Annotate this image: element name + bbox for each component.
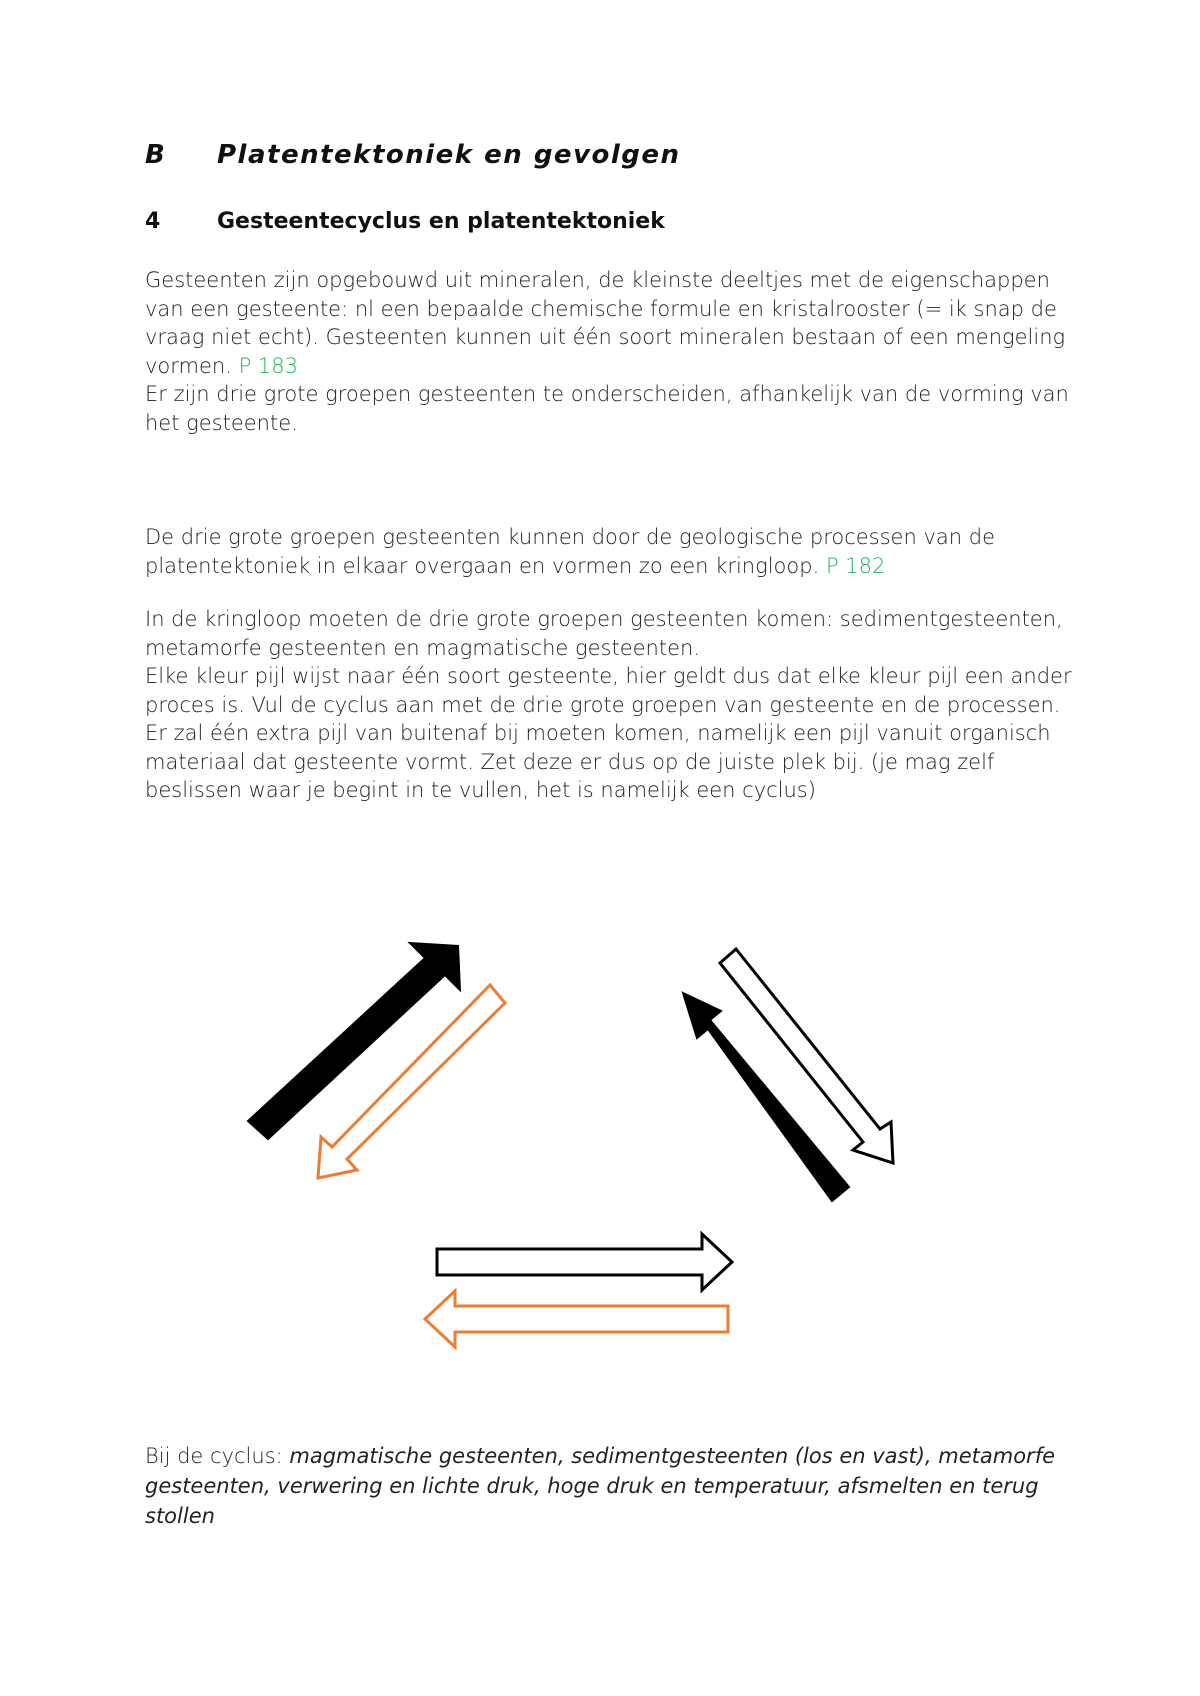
text-line: gesteenten, verwering en lichte druk, hoge druk en temperatuur, afsmelten en terug: [145, 1474, 1039, 1498]
text-line: van een gesteente: nl een bepaalde chemische formule en kristalrooster (= ik snap de: [145, 296, 1057, 321]
black-arrow-shape: [683, 993, 849, 1201]
black-arrow-shape: [248, 943, 460, 1139]
text-line: Er zijn drie grote groepen gesteenten te onderscheiden, afhankelijk van de vorming van: [145, 382, 1069, 406]
cycle-paragraph: [145, 523, 1075, 580]
text-line: stollen: [145, 1504, 215, 1528]
section-heading: [145, 140, 681, 170]
section-title: Platentektoniek en gevolgen: [217, 140, 681, 170]
subsection-heading: [145, 209, 665, 234]
white-arrow-shape: [720, 949, 893, 1163]
text-line: het gesteente.: [145, 410, 298, 435]
black-arrow-up-left: [683, 993, 849, 1201]
text-fragment: platentektoniek in elkaar overgaan en vormen zo een kringloop.: [145, 553, 820, 578]
subsection-title: Gesteentecyclus en platentektoniek: [217, 209, 665, 234]
text-line: Gesteenten zijn opgebouwd uit mineralen, de kleinste deeltjes met de eigenschappen: [145, 268, 1050, 292]
orange-arrow-down-left: [318, 985, 505, 1178]
page-reference: P 182: [825, 553, 886, 578]
keywords-prefix: Bij de cyclus:: [145, 1444, 290, 1468]
orange-arrow-shape: [425, 1291, 728, 1347]
page-reference: P 183: [238, 353, 299, 378]
text-line: Elke kleur pijl wijst naar één soort gesteente, hier geldt dus dat elke kleur pijl een ander: [145, 664, 1072, 688]
text-line: vraag niet echt). Gesteenten kunnen uit één soort mineralen bestaan of een mengeling: [145, 325, 1066, 349]
orange-arrow-shape: [318, 985, 505, 1178]
text-line: [145, 352, 1075, 381]
text-line: [145, 552, 1075, 581]
text-line: metamorfe gesteenten en magmatische gesteenten.: [145, 635, 700, 660]
intro-paragraph: [145, 266, 1075, 437]
text-fragment: vormen.: [145, 353, 232, 378]
white-arrow-down-right: [720, 949, 893, 1163]
text-line: [145, 1441, 1075, 1471]
text-line: De drie grote groepen gesteenten kunnen door de geologische processen van de: [145, 525, 995, 549]
text-line: beslissen waar je begint in te vullen, het is namelijk een cyclus): [145, 778, 816, 802]
section-letter: B: [145, 140, 167, 170]
keywords-text: magmatische gesteenten, sedimentgesteenten (los en vast), metamorfe: [289, 1444, 1056, 1468]
text-line: proces is. Vul de cyclus aan met de drie grote groepen van gesteente en de processen.: [145, 692, 1061, 717]
subsection-number: 4: [145, 209, 161, 234]
instructions-paragraph: [145, 605, 1075, 805]
text-line: In de kringloop moeten de drie grote groepen gesteenten komen: sedimentgesteenten,: [145, 607, 1063, 631]
black-arrow-up-right: [248, 943, 460, 1139]
text-line: materiaal dat gesteente vormt. Zet deze er dus op de juiste plek bij. (je mag zelf: [145, 749, 995, 774]
keywords-paragraph: [145, 1441, 1075, 1531]
text-line: Er zal één extra pijl van buitenaf bij moeten komen, namelijk een pijl vanuit organisch: [145, 721, 1051, 745]
white-arrow-shape: [437, 1234, 732, 1290]
white-arrow-right: [437, 1234, 732, 1290]
orange-arrow-left: [425, 1291, 728, 1347]
